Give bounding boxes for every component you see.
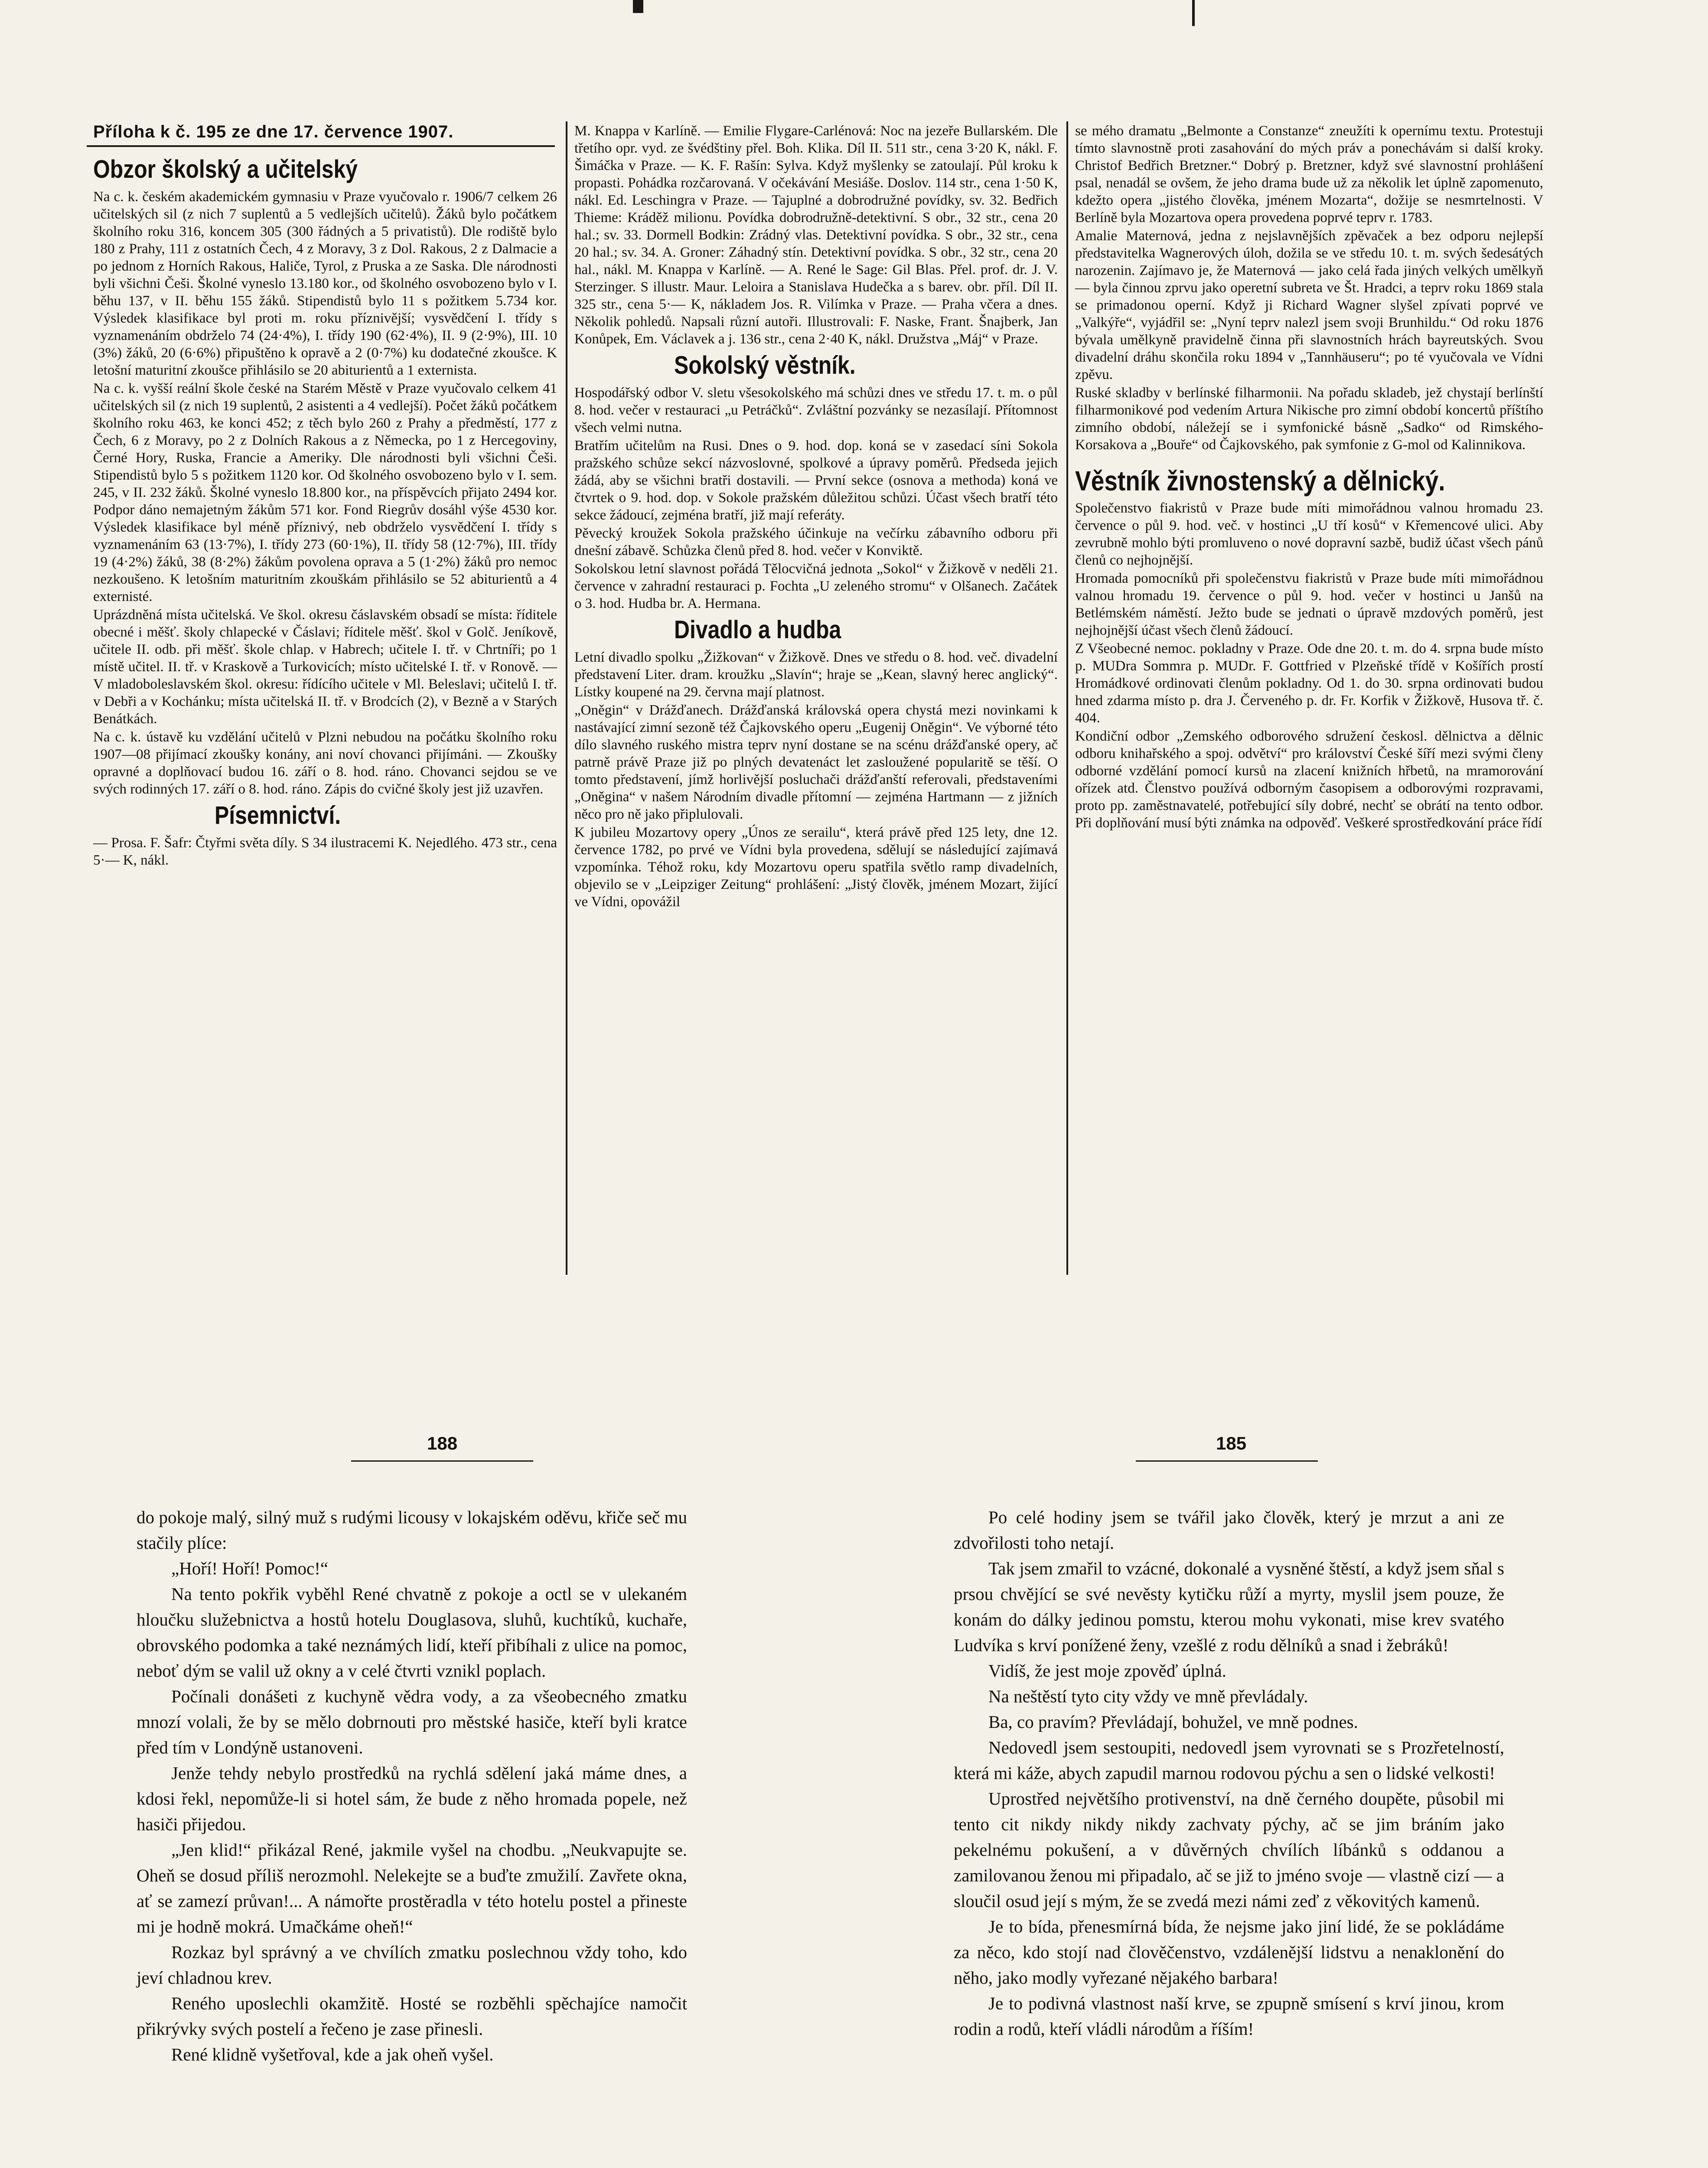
book-paragraph: Na neštěstí tyto city vždy ve mně převládaly. (988, 1686, 1308, 1706)
article-paragraph: Uprázdněná místa učitelská. Ve škol. okresu čáslavském obsadí se místa: říditele obecné i měšť. školy chlapecké v Čáslavi; říditele měšť. škol v Golč. Jeníkově, učitele II. odb. při měšť. škole chlap. v Habrech; učitele I. tř. v Chrtníři; po 1 místě učitel. II. tř. v Kraskově a Turkovicích; místo učitelské I. tř. v Ronově. — V mladoboleslavském škol. okresu: řídícího učitele v Ml. Beleslavi; učitelů I. tř. v Debři a v Kochánku; místa učitelská II. tř. v Brodcích (2), v Bezně a v Starých Benátkách. (93, 607, 557, 727)
book-paragraph: Ba, co pravím? Převládají, bohužel, ve mně podnes. (988, 1712, 1358, 1732)
right-page-number: 185 (1216, 1433, 1247, 1453)
article-paragraph: Společenstvo fiakristů v Praze bude míti mimořádnou valnou hromadu 23. července o půl 9. hod. več. v hostinci „U tří kosů“ v Křemencové ulici. Aby zevrubně mohlo býti promluveno o nové dopravní sazbě, budiž účast všech pánů členů co nejhojnější. (1075, 500, 1543, 568)
book-paragraph: „Jen klid!“ přikázal René, jakmile vyšel na chodbu. „Neukvapujte se. Oheň se dosud příliš nerozmohl. Nelekejte se a buďte zmužilí. Zavřete okna, ať se zamezí průvan!... A námořte prostěradla v této hotelu postel a přineste mi je hodně mokrá. Umačkáme oheň!“ (137, 1840, 687, 1936)
article-paragraph: Na c. k. vyšší reální škole české na Starém Městě v Praze vyučovalo celkem 41 učitelských sil (z nich 19 suplentů, 2 asistenti a 4 vedlejší). Počet žáků počátkem školního roku 463, ke konci 452; z těch bylo 260 z Prahy a předměstí, 177 z Čech, 6 z Moravy, po 2 z Dolních Rakous a z Německa, po 1 z Hercegoviny, Černé Hory, Ruska, Francie a Ameriky. Dle národnosti byli všichni Češi. Stipendistů bylo 5 s požitkem 1120 kor. Od školného osvobozeno bylo v I. sem. 245, v II. 232 žáků. Školné vyneslo 18.800 kor., na příspěvcích přijato 2494 kor. Podpor dáno nemajetným žákům 571 kor. Fond Riegrův dosáhl výše 4530 kor. Výsledek klasifikace byl méně příznivý, neb obdrželo vysvědčení I. třídy s vyznamenáním 63 (13·7%), I. třídy 273 (60·1%), II. třídy 58 (12·7%), III. třídy 19 (4·2%) žáků, 38 (8·2%) žákům povolena oprava a 5 (1·2%) žáků pro nemoc nezkoušeno. K letošním maturitním zkouškám přihlásilo se 52 abiturientů a 4 externisté. (93, 381, 557, 604)
book-paragraph: Reného uposlechli okamžitě. Hosté se rozběhli spěchajíce namočit přikrývky svých postelí a řečeno je zase přinesli. (137, 1993, 687, 2039)
book-paragraph: Rozkaz byl správný a ve chvílích zmatku poslechnou vždy toho, kdo jeví chladnou krev. (137, 1942, 687, 1988)
top-edge-mark (1192, 0, 1195, 26)
section-title-pisemnictvi: Písemnictví. (215, 801, 341, 829)
book-paragraph: Je to bída, přenesmírná bída, že nejsme jako jiní lidé, že se pokládáme za něco, kdo stojí nad člověčenstvo, vzdálenější lidstvu a nenaklonění do něho, jako modly vyřezané nějakého barbara! (954, 1917, 1504, 1988)
article-paragraph: Kondiční odbor „Zemského odborového sdružení českosl. dělnictva a dělnic odboru knihařského a spoj. odvětví“ pro království České šíří mezi svými členy odborné vzdělání pomocí kursů na zlacení knižních hřbetů, na mramorování ořízek atd. Členstvo používá odborným časopisem a odborovými rozpravami, proto pp. zaměstnavatelé, potřebující síly dobré, nechť se obrátí na tento odbor. Při doplňování musí býti známka na odpověď. Veškeré sprostředkování práce řídí (1075, 728, 1543, 831)
article-paragraph: M. Knappa v Karlíně. — Emilie Flygare-Carlénová: Noc na jezeře Bullarském. Dle třetího opr. vyd. ze švédštiny přel. Boh. Klika. Díl II. 511 str., cena 3·20 K, nákl. F. Šimáčka v Praze. — K. F. Rašín: Sylva. Když myšlenky se zatoulají. Půl kroku k propasti. Pohádka rozčarovaná. V očekávání Mesiáše. Doslov. 114 str., cena 1·50 K, nákl. Ed. Leschingra v Praze. — Tajuplné a dobrodružné povídky, sv. 32. Bedřich Thieme: Kráděž milionu. Povídka dobrodružně-detektivní. S obr., 32 str., cena 20 hal.; sv. 33. Dormell Bodkin: Zrádný vlas. Detektivní povídka. S obr., 32 str., cena 20 hal.; sv. 34. A. Groner: Záhadný stín. Detektivní povídka. S obr., 32 str., cena 20 hal., nákl. M. Knappa v Karlíně. — A. René le Sage: Gil Blas. Přel. prof. dr. J. V. Sterzinger. S illustr. Maur. Leloira a Stanislava Hudečka a s barev. obr. příl. Díl II. 325 str., cena 5·— K, nákladem Jos. R. Vilímka v Praze. — Praha včera a dnes. Několik pohledů. Napsali různí autoři. Illustrovali: F. Naske, Frant. Šnajberk, Jan Konůpek, Em. Václavek a j. 136 str., cena 2·40 K, nákl. Družstva „Máj“ v Praze. (574, 123, 1058, 347)
book-paragraph: Počínali donášeti z kuchyně vědra vody, a za všeobecného zmatku mnozí volali, že by se mělo dobrnouti pro městské hasiče, kteří byli kratce před tím v Londýně ustanoveni. (137, 1686, 687, 1757)
book-paragraph: Nedovedl jsem sestoupiti, nedovedl jsem vyrovnati se s Prozřetelností, která mi káže, abych zapudil marnou rodovou pýchu a sen o lidské velkosti! (954, 1737, 1504, 1783)
book-paragraph: Na tento pokřik vyběhl René chvatně z pokoje a octl se v ulekaném hloučku služebnictva a hostů hotelu Douglasova, sluhů, kuchtíků, kuchaře, obrovského podomka a také neznámých lidí, kteří přibíhali z ulice na pomoc, neboť dým se valil už okny a v celé čtvrti vznikl poplach. (137, 1584, 687, 1681)
left-page-rule (351, 1460, 533, 1462)
book-paragraph: Tak jsem zmařil to vzácné, dokonalé a vysněné štěstí, a když jsem sňal s prsou chvějící se své nevěsty kytičku růží a myrty, myslil jsem pouze, že konám do dálky jedinou pomstu, kterou mohu vykonati, mise krev svatého Ludvíka s krví ponížené ženy, vzešlé z rodu dělníků a snad i žebráků! (954, 1558, 1504, 1655)
book-paragraph: do pokoje malý, silný muž s rudými licousy v lokajském oděvu, křiče seč mu stačily plíce: (137, 1507, 687, 1553)
article-paragraph: — Prosa. F. Šafr: Čtyřmi světa díly. S 34 ilustracemi K. Nejedlého. 473 str., cena 5·— K, nákl. (93, 835, 557, 868)
article-paragraph: Hromada pomocníků při společenstvu fiakristů v Praze bude míti mimořádnou valnou hromadu 19. července o půl 9. hod. večer v hostinci u Janšů na Betlémském náměstí. Ježto bude se jednati o úpravě mzdových poměrů, jest nejhojnější účast všech členů žádoucí. (1075, 571, 1543, 638)
book-paragraph: Je to podivná vlastnost naší krve, se zpupně smísení s krví jinou, krom rodin a rodů, kteří vládli národům a říším! (954, 1993, 1504, 2039)
top-edge-mark (633, 0, 643, 13)
book-paragraph: Uprostřed největšího protivenství, na dně černého doupěte, působil mi tento cit nikdy nikdy nikdy zachvaty pýchy, ač se jim bráním jako pekelnému pokušení, a v důvěrných chvílích líbánků s oddanou a zamilovanou ženou mi připadalo, ač se již to jméno svoje — vlastně cizí — a sloučil osud její s mým, že se zvedá mezi námi zeď z věkovitých kamenů. (954, 1789, 1504, 1911)
article-paragraph: Sokolskou letní slavnost pořádá Tělocvičná jednota „Sokol“ v Žižkově v neděli 21. července v zahradní restauraci p. Fochta „U zeleného stromu“ v Olšanech. Začátek o 3. hod. Hudba br. A. Hermana. (574, 561, 1058, 611)
article-paragraph: Pěvecký kroužek Sokola pražského účinkuje na večírku zábavního odboru při dnešní zábavě. Schůzka členů před 8. hod. večer v Konviktě. (574, 526, 1058, 558)
article-paragraph: Bratřím učitelům na Rusi. Dnes o 9. hod. dop. koná se v zasedací síni Sokola pražského schůze sekcí názvoslovné, spolkové a úpravy poměrů. Předseda jejich žádá, aby se všichni bratři dostavili. — První sekce (osnova a methoda) koná ve čtvrtek o 9. hod. dop. v Sokole pražském důležitou schůzi. Účast všech bratří této sekce žádoucí, zejména bratří, již mají referáty. (574, 438, 1058, 523)
article-paragraph: se mého dramatu „Belmonte a Constanze“ zneužíti k opernímu textu. Protestuji tímto slavnostně proti zasahování do mých práv a ponechávám si další kroky. Christof Bedřich Bretzner.“ Dobrý p. Bretzner, když své slavnostní prohlášení psal, nenadál se ovšem, že jeho drama bude už za několik let úplně zapomenuto, kdežto opera „jistého člověka, jménem Mozarta“, dožije se nesmrtelnosti. V Berlíně byla Mozartova opera provedena poprvé teprv r. 1783. (1075, 123, 1543, 225)
book-paragraph: Po celé hodiny jsem se tvářil jako člověk, který je mrzut a ani ze zdvořilosti toho netají. (954, 1507, 1504, 1553)
book-paragraph: „Hoří! Hoří! Pomoc!“ (171, 1558, 329, 1578)
section-title-sokol: Sokolský věstník. (674, 351, 856, 379)
column-2 (574, 122, 1058, 911)
supplement-header: Příloha k č. 195 ze dne 17. července 1907. (93, 122, 454, 141)
book-left-page (137, 1505, 687, 2067)
article-paragraph: Na c. k. ústavě ku vzdělání učitelů v Plzni nebudou na počátku školního roku 1907—08 přijímací zkoušky konány, ani noví chovanci přijímáni. — Zkoušky opravné a doplňovací budou 16. září o 8. hod. ráno. Chovanci sejdou se ve svých rodinných 17. září o 8. hod. ráno. Zápis do cvičné školy jest již uzavřen. (93, 729, 557, 797)
header-rule (87, 145, 555, 147)
section-title-divadlo: Divadlo a hudba (674, 616, 841, 644)
section-title-obzor: Obzor školský a učitelský (93, 155, 358, 183)
book-right-page (954, 1505, 1504, 2042)
book-paragraph: Jenže tehdy nebylo prostředků na rychlá sdělení jaká máme dnes, a kdosi řekl, nepomůže-li si hotel sám, že bude z něho hromada popele, než hasiči přijedou. (137, 1763, 687, 1834)
section-title-vestnik: Věstník živnostenský a dělnický. (1075, 465, 1445, 496)
book-paragraph: René klidně vyšetřoval, kde a jak oheň vyšel. (171, 2044, 494, 2064)
article-paragraph: K jubileu Mozartovy opery „Únos ze serailu“, která právě před 125 lety, dne 12. července 1782, po prvé ve Vídni byla provedena, sdělují se následující zajímavá vzpomínka. Téhož roku, kdy Mozartovu operu spatřila světlo ramp divadelních, objevilo se v „Leipziger Zeitung“ prohlášení: „Jistý člověk, jménem Mozart, žijící ve Vídni, opovážil (574, 825, 1058, 910)
column-1 (93, 152, 557, 870)
article-paragraph: Na c. k. českém akademickém gymnasiu v Praze vyučovalo r. 1906/7 celkem 26 učitelských sil (z nich 7 suplentů a 5 vedlejších učitelů). Žáků bylo počátkem školního roku 316, koncem 305 (300 řádných a 5 privatistů). Dle rodiště bylo 180 z Prahy, 111 z ostatních Čech, 4 z Moravy, 3 z Dol. Rakous, 2 z Dalmacie a po jednom z Horních Rakous, Haliče, Tyrol, z Pruska a ze Saska. Dle národnosti byli všichni Češi. Školné vyneslo 13.180 kor., od školného osvobozeno bylo v I. běhu 137, v II. běhu 155 žáků. Stipendistů bylo 11 s požitkem 5.734 kor. Výsledek klasifikace byl proti m. roku příznivější; vysvědčení I. třídy s vyznamenáním obdrželo 74 (24·4%), I. třídy 190 (62·4%), II. 9 (2·9%), III. 10 (3%) žáků, 20 (6·6%) připuštěno k opravě a 2 (0·7%) ku dodatečné zkoušce. K letošní maturitní zkoušce přihlásilo se 20 abiturientů a 1 externista. (93, 189, 557, 378)
right-page-rule (1136, 1460, 1318, 1462)
article-paragraph: Amalie Maternová, jedna z nejslavnějších zpěvaček a bez odporu nejlepší představitelka Wagnerových úloh, dožila se ve středu 10. t. m. svých šedesátých narozenin. Zajímavo je, že Maternová — jako celá řada jiných velkých umělkyň — byla činnou zprvu jako operetní subreta ve Št. Hradci, a teprv roku 1869 stala se primadonou operní. Když ji Richard Wagner slyšel zpívati poprvé ve „Valkýře“, vyjádřil se: „Nyní teprv nalezl jsem svoji Brunhildu.“ Od roku 1876 bývala umělkyně pravidelně činna při slavnostních hrách bayreutských. Svou divadelní dráhu skončila roku 1894 v „Tannhäuseru“; po té vyučovala ve Vídni zpěvu. (1075, 228, 1543, 382)
column-3 (1075, 122, 1543, 833)
book-paragraph: Vidíš, že jest moje zpověď úplná. (988, 1661, 1226, 1681)
column-rule-2 (1066, 121, 1068, 1275)
column-rule-1 (566, 121, 567, 1275)
article-paragraph: Ruské skladby v berlínské filharmonii. Na pořadu skladeb, jež chystají berlínští filharmonikové pod vedením Artura Nikische pro zimní období koncertů příštího zimního období, náležejí se i symfonické básně „Sadko“ od Rimského-Korsakova a „Bouře“ od Čajkovského, pak symfonie z G-mol od Kalinnikova. (1075, 385, 1543, 453)
article-paragraph: „Oněgin“ v Drážďanech. Drážďanská královská opera chystá mezi novinkami k nastávající zimní sezoně též Čajkovského operu „Eugenij Oněgin“. Ve výborné této dílo slavného ruského mistra teprv nyní dostane se na scénu drážďanské opery, ač patrně právě Praze již po plných devatenáct let zasloužené popularitě se těší. O tomto představení, jímž horlivější posluchači drážďanští referovali, představeními „Oněgina“ v našem Národním divadle přítomní — zejména Hartmann — z jižních něco pro ně jako připlulovali. (574, 702, 1058, 822)
left-page-number: 188 (427, 1433, 458, 1453)
article-paragraph: Z Všeobecné nemoc. pokladny v Praze. Ode dne 20. t. m. do 4. srpna bude místo p. MUDra Sommra p. MUDr. F. Gottfried v Plzeňské třídě v Košířích prostí Hromádkové ordinovati členům pokladny. Od 1. do 30. srpna ordinovati budou hned zdarma místo p. dra J. Červeného p. dr. Fr. Korfik v Žižkově, Husova tř. č. 404. (1075, 641, 1543, 726)
article-paragraph: Hospodářský odbor V. sletu všesokolského má schůzi dnes ve středu 17. t. m. o půl 8. hod. večer v restauraci „u Petráčků“. Zvláštní pozvánky se nezasílají. Přítomnost všech velmi nutna. (574, 385, 1058, 435)
article-paragraph: Letní divadlo spolku „Žižkovan“ v Žižkově. Dnes ve středu o 8. hod. več. divadelní představení Liter. dram. kroužku „Slavín“; hraje se „Kean, slavný herec anglický“. Lístky koupené na 29. června mají platnost. (574, 650, 1058, 700)
